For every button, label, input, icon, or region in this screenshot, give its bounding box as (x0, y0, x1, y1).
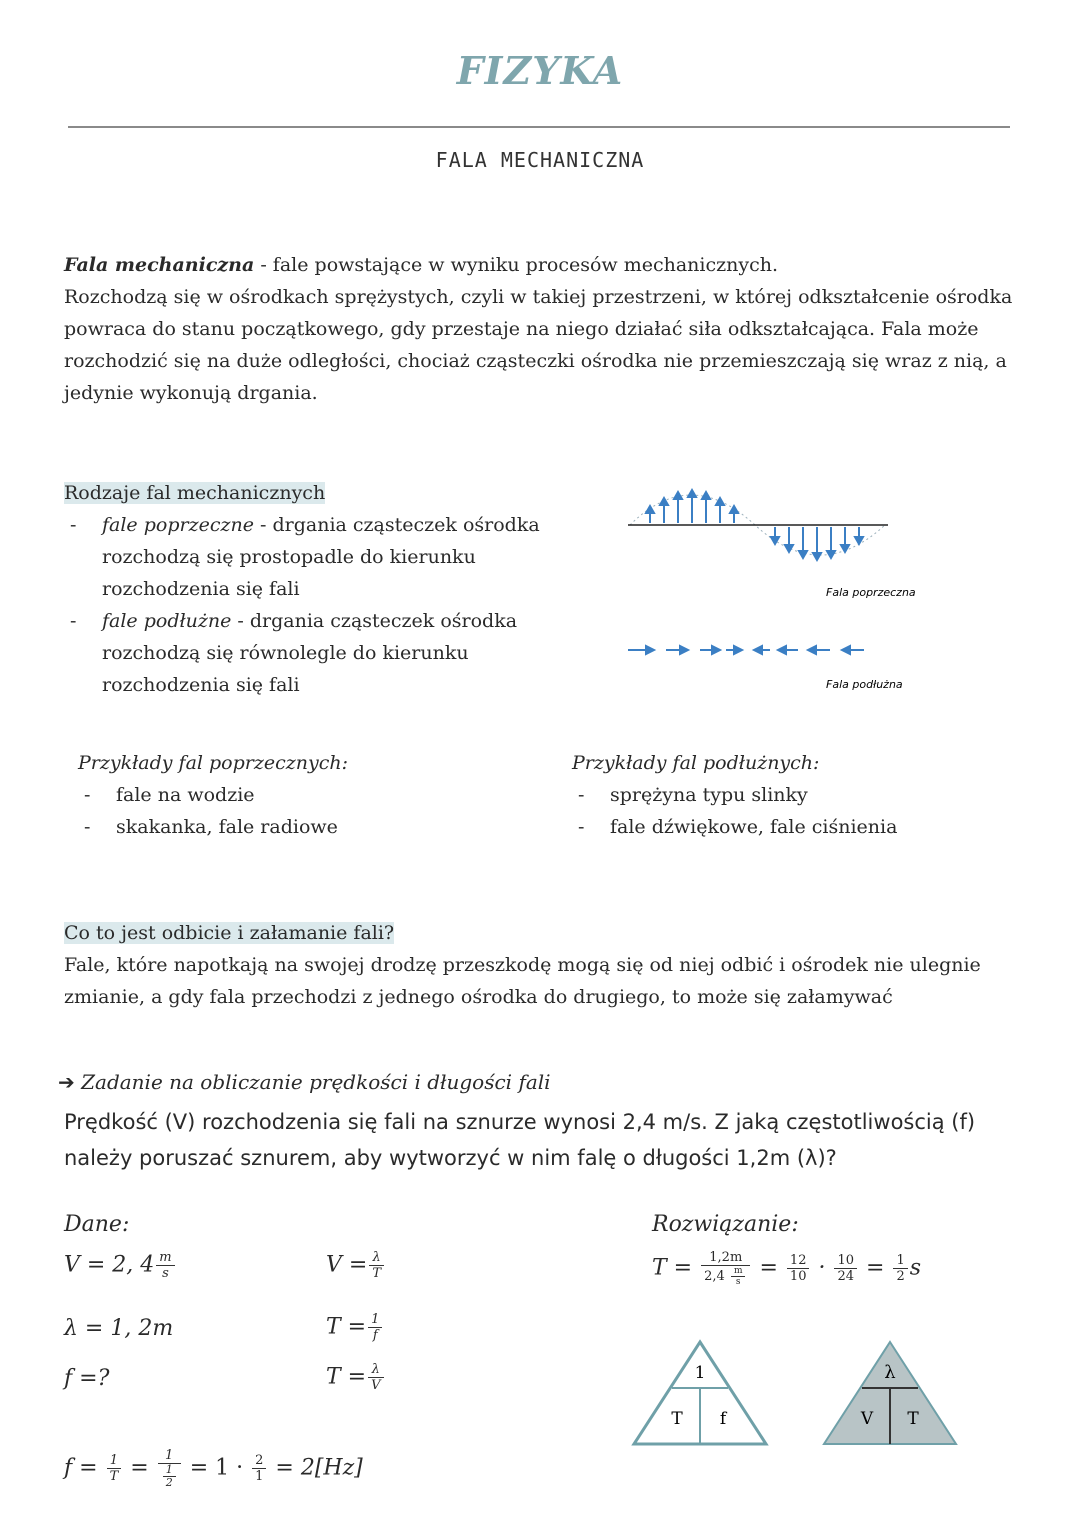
triangle1-left: T (671, 1409, 683, 1429)
list-item: - fale dźwiękowe, fale ciśnienia (578, 816, 898, 838)
upward-arrows (646, 490, 738, 523)
left-arrows (754, 646, 864, 654)
page-subtitle: FALA MECHANICZNA (435, 148, 645, 172)
intro-term: Fala mechaniczna (64, 254, 255, 276)
wave-types-heading: Rodzaje fal mechanicznych (64, 482, 326, 504)
triangle1-top: 1 (694, 1363, 706, 1383)
reflection-heading: Co to jest odbicie i załamanie fali? (64, 922, 395, 944)
intro-definition: - fale powstające w wyniku procesów mechanicznych. (254, 254, 779, 276)
type-term: fale podłużne (102, 610, 232, 632)
arrow-icon: ➔ (58, 1070, 75, 1094)
page-title: FIZYKA (456, 48, 624, 93)
reflection-body: Fale, które napotkają na swojej drodzę przeszkodę mogą się od niej odbić i ośrodek nie ulegnie zmianie, a gdy fala przechodzi z jednego ośrodka do drugiego, to może się załamywać (64, 954, 981, 1008)
longitudinal-examples (572, 747, 1032, 843)
longitudinal-wave-diagram (620, 632, 910, 694)
solution-heading: Rozwiązanie: (652, 1212, 799, 1237)
given-wavelength: λ = 1, 2m (64, 1316, 174, 1341)
intro-paragraph (64, 249, 1024, 409)
list-item: - skakanka, fale radiowe (84, 816, 338, 838)
triangle2-left: V (860, 1409, 874, 1429)
triangle2-top: λ (884, 1362, 896, 1383)
task-heading: ➔ Zadanie na obliczanie prędkości i długości fali (58, 1070, 551, 1094)
type-desc: - drgania cząsteczek ośrodka rozchodzą się równolegle do kierunku rozchodzenia się fali (102, 610, 518, 696)
transverse-examples (78, 747, 538, 843)
list-item: - sprężyna typu slinky (578, 784, 808, 806)
given-heading: Dane: (64, 1212, 130, 1237)
downward-arrows (771, 527, 863, 560)
type-desc: - drgania cząsteczek ośrodka rozchodzą się prostopadle do kierunku rozchodzenia się fali (102, 514, 540, 600)
list-item: - fale na wodzie (84, 784, 255, 806)
list-item: - fale poprzeczne - drgania cząsteczek ośrodka rozchodzą się prostopadle do kierunku rozchodzenia się fali (70, 514, 540, 600)
type-term: fale poprzeczne (102, 514, 254, 536)
list-item: - fale podłużne - drgania cząsteczek ośrodka rozchodzą się równolegle do kierunku rozchodzenia się fali (70, 610, 518, 696)
solution-equation: T = 1,2m 2,4 $\frac{m}{s}$ = $\frac{12}{10}$ · $\frac{10}{24}$ = $\frac{1}{2}$ s (652, 1250, 922, 1287)
transverse-wave-diagram (620, 480, 916, 610)
reflection-section (64, 917, 1044, 1013)
final-calculation: f = $\frac{1}{T}$ = $\frac{1}{\frac{1}{2}}$ = 1 · $\frac{2}{1}$ = 2[Hz] (64, 1448, 363, 1489)
transverse-caption: Fala poprzeczna (826, 586, 916, 599)
transverse-examples-heading: Przykłady fal poprzecznych: (78, 752, 349, 774)
formula-period-wavelength: T = $\frac{\lambda}{V}$ (326, 1362, 386, 1393)
given-frequency: f =? (64, 1366, 110, 1391)
intro-body: Rozchodzą się w ośrodkach sprężystych, czyli w takiej przestrzeni, w której odkształcenie ośrodka powraca do stanu początkowego, gdy przestaje na niego działać siła odkształcająca. Fala może rozchodzić się na duże odległości, chociaż cząsteczki ośrodka nie przemieszczają się wraz z nią, a jedynie wykonują drgania. (64, 286, 1013, 404)
triangle-period-frequency (630, 1338, 770, 1450)
given-velocity: V = 2, 4 $\frac{m}{s}$ (64, 1250, 177, 1281)
triangle1-right: f (719, 1409, 727, 1429)
formula-velocity: V = $\frac{\lambda}{T}$ (326, 1250, 386, 1281)
task-text: Prędkość (V) rozchodzenia się fali na sznurze wynosi 2,4 m/s. Z jaką częstotliwością (f) należy poruszać sznurem, aby wytworzyć w nim falę o długości 1,2m (λ)? (64, 1110, 976, 1170)
wave-types-section (64, 477, 584, 701)
right-arrows (628, 646, 742, 654)
title-divider (68, 126, 1010, 128)
longitudinal-examples-heading: Przykłady fal podłużnych: (572, 752, 820, 774)
formula-period-frequency: T = $\frac{1}{f}$ (326, 1312, 384, 1343)
triangle-wavelength-velocity (820, 1338, 960, 1450)
longitudinal-caption: Fala podłużna (826, 678, 903, 691)
triangle2-right: T (907, 1409, 919, 1429)
